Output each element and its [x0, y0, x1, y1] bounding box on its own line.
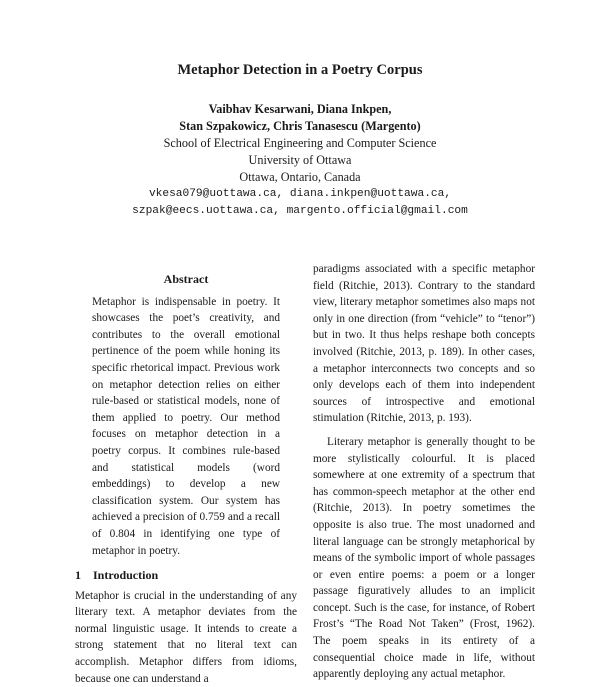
abstract-text: Metaphor is indispensable in poetry. It showcases the poet’s creativity, and contributes to the overall emotional pertinence of the poem while honing its specific rhetorical impact. Previous work on metaphor detection relies on either rule-based or statistical models, none of them applied to poetry. Our method focuses on metaphor detection in a poetry corpus. It combines rule-based and statistical models (word embeddings) to develop a new classification system. Our system has achieved a precision of 0.759 and a recall of 0.804 in identifying one type of metaphor in poetry. [92, 295, 280, 557]
affiliation-line-3: Ottawa, Ontario, Canada [239, 170, 361, 184]
authors-line-1: Vaibhav Kesarwani, Diana Inkpen, [208, 102, 392, 116]
section-heading-introduction [75, 567, 297, 584]
introduction-text: Metaphor is crucial in the understanding of any literary text. A metaphor deviates from the normal linguistic usage. It intends to create a strong statement that no literal text can accomplish. Metaphor differs from idioms, because one can understand a [75, 589, 297, 685]
emails-line-1: vkesa079@uottawa.ca, diana.inkpen@uottawa.ca, [148, 188, 452, 200]
right-paragraph-2: Literary metaphor is generally thought to be more stylistically colourful. It is placed somewhere at one extremity of a spectrum that has common-speech metaphor at the other end (Ritchie, 2013). In poetry sometimes the opposite is also true. The most unadorned and literal language can be strongly metaphorical by means of the symbolic import of whole passages or even entire poems: a poem or a longer passage figuratively alludes to an implicit concept. Such is the case, for instance, of Robert Frost’s “The Road Not Taken” (Frost, 1962). The poem speaks in its entirety of a consequential choice made in life, without apparently deploying any actual metaphor. [313, 435, 535, 681]
affiliation-line-2: University of Ottawa [248, 153, 352, 167]
abstract-heading: Abstract [163, 272, 209, 286]
right-column [313, 261, 535, 683]
authors-line-2: Stan Szpakowicz, Chris Tanasescu (Margento) [179, 119, 421, 133]
left-column [75, 271, 297, 687]
right-paragraph-1: paradigms associated with a specific metaphor field (Ritchie, 2013). Contrary to the standard view, literary metaphor sometimes also maps not only in one direction (from “vehicle” to “tenor”) but in two. It thus helps reshape both concepts involved (Ritchie, 2013, p. 189). In other cases, a metaphor interconnects two concepts and so only develops each of them into independent sources of introspective and emotional stimulation (Ritchie, 2013, p. 193). [313, 263, 535, 425]
paper-title: Metaphor Detection in a Poetry Corpus [177, 62, 423, 78]
section-number: 1 [75, 568, 81, 583]
emails-line-2: szpak@eecs.uottawa.ca, margento.official@gmail.com [132, 205, 468, 217]
author-block [0, 101, 600, 220]
affiliation-line-1: School of Electrical Engineering and Computer Science [163, 136, 437, 150]
section-title: Introduction [93, 568, 159, 583]
